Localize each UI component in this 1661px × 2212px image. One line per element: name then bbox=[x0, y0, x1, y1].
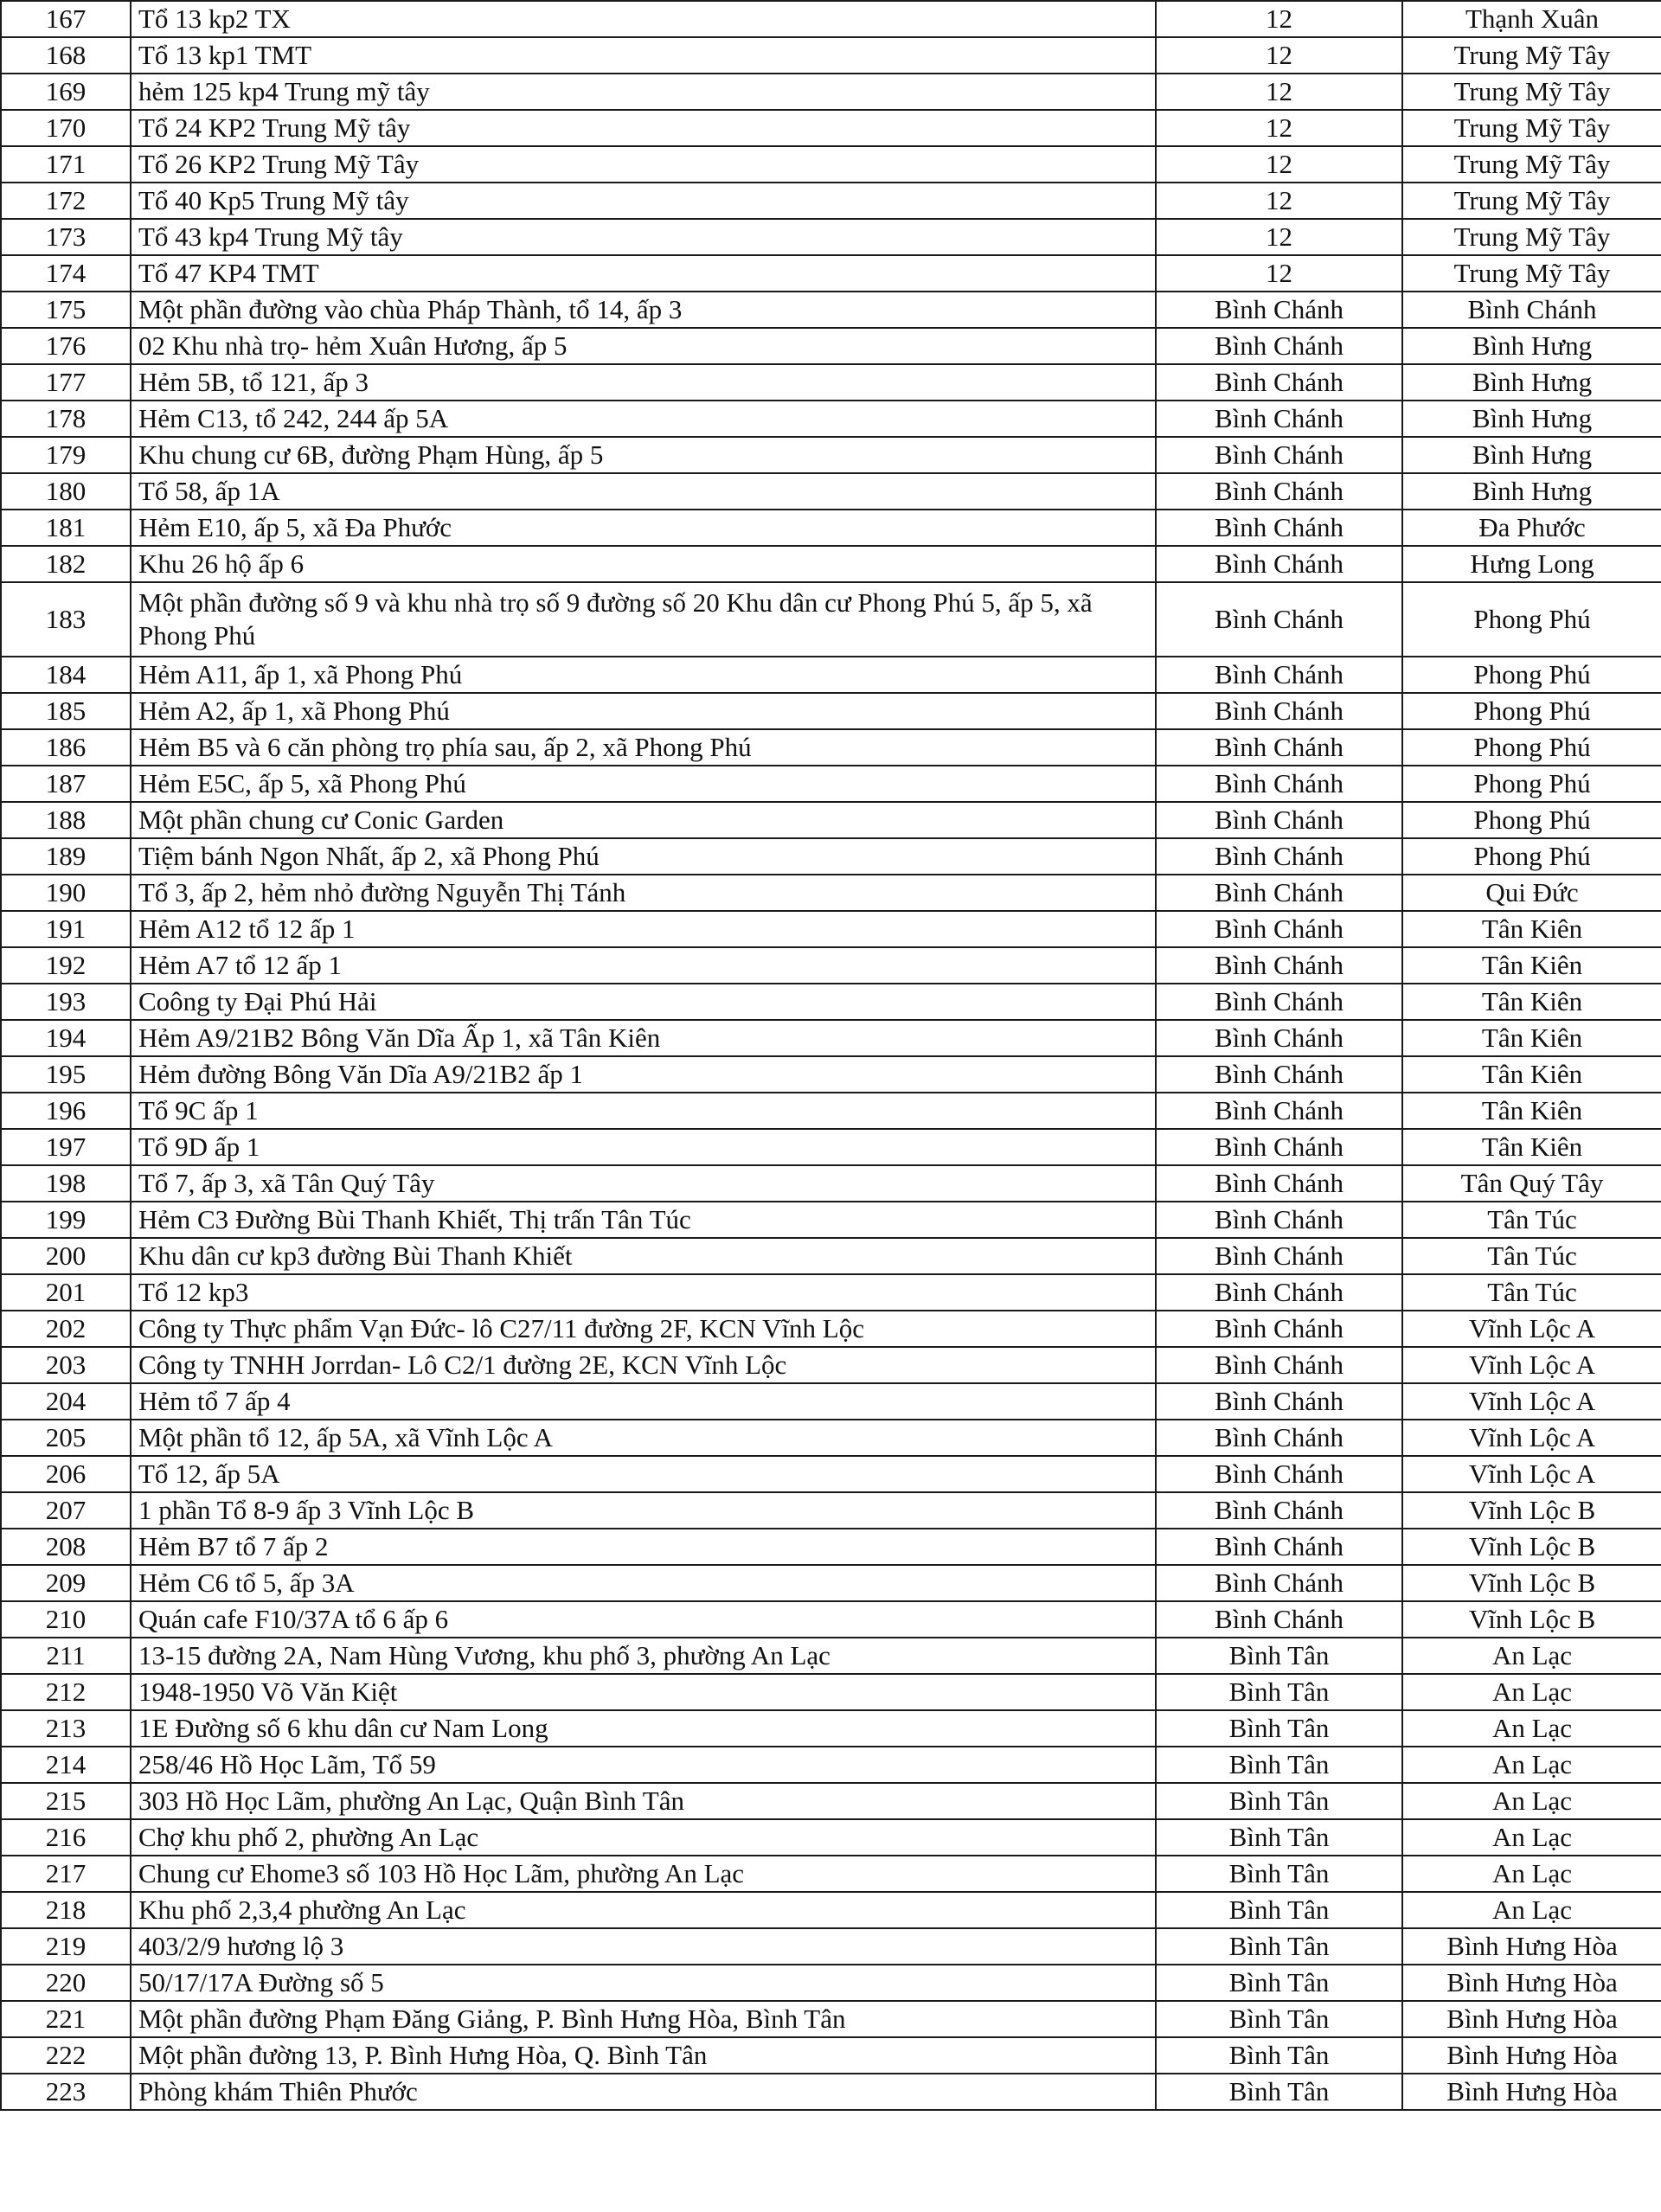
row-number-cell: 189 bbox=[1, 838, 131, 875]
row-number-cell: 177 bbox=[1, 364, 131, 401]
district-cell: Bình Chánh bbox=[1156, 1565, 1402, 1601]
district-cell: Bình Tân bbox=[1156, 1747, 1402, 1783]
location-cell: Hẻm A2, ấp 1, xã Phong Phú bbox=[131, 693, 1156, 729]
row-number-cell: 193 bbox=[1, 984, 131, 1020]
row-number-cell: 210 bbox=[1, 1601, 131, 1638]
table-row bbox=[1, 1093, 1661, 1129]
row-number-cell: 181 bbox=[1, 510, 131, 546]
district-cell: Bình Chánh bbox=[1156, 328, 1402, 364]
ward-cell: Tân Kiên bbox=[1402, 1093, 1661, 1129]
ward-cell: An Lạc bbox=[1402, 1747, 1661, 1783]
district-cell: Bình Chánh bbox=[1156, 1311, 1402, 1347]
location-cell: Tổ 12 kp3 bbox=[131, 1274, 1156, 1311]
ward-cell: Phong Phú bbox=[1402, 693, 1661, 729]
table-row bbox=[1, 1601, 1661, 1638]
row-number-cell: 205 bbox=[1, 1420, 131, 1456]
district-cell: 12 bbox=[1156, 219, 1402, 255]
row-number-cell: 201 bbox=[1, 1274, 131, 1311]
table-row bbox=[1, 1347, 1661, 1383]
row-number-cell: 204 bbox=[1, 1383, 131, 1420]
row-number-cell: 197 bbox=[1, 1129, 131, 1165]
district-cell: Bình Chánh bbox=[1156, 1383, 1402, 1420]
table-row bbox=[1, 74, 1661, 110]
ward-cell: An Lạc bbox=[1402, 1819, 1661, 1856]
ward-cell: Vĩnh Lộc A bbox=[1402, 1420, 1661, 1456]
table-row bbox=[1, 2037, 1661, 2074]
ward-cell: Trung Mỹ Tây bbox=[1402, 219, 1661, 255]
ward-cell: Phong Phú bbox=[1402, 729, 1661, 766]
ward-cell: Tân Túc bbox=[1402, 1238, 1661, 1274]
ward-cell: Tân Kiên bbox=[1402, 911, 1661, 947]
location-cell: Hẻm C3 Đường Bùi Thanh Khiết, Thị trấn Tân Túc bbox=[131, 1202, 1156, 1238]
table-row bbox=[1, 546, 1661, 582]
district-cell: Bình Tân bbox=[1156, 1965, 1402, 2001]
row-number-cell: 222 bbox=[1, 2037, 131, 2074]
row-number-cell: 195 bbox=[1, 1056, 131, 1093]
district-cell: Bình Tân bbox=[1156, 1856, 1402, 1892]
table-row bbox=[1, 984, 1661, 1020]
district-cell: Bình Chánh bbox=[1156, 838, 1402, 875]
district-cell: Bình Chánh bbox=[1156, 1601, 1402, 1638]
ward-cell: Vĩnh Lộc A bbox=[1402, 1347, 1661, 1383]
table-row bbox=[1, 110, 1661, 146]
district-cell: Bình Chánh bbox=[1156, 1274, 1402, 1311]
location-cell: Công ty TNHH Jorrdan- Lô C2/1 đường 2E, KCN Vĩnh Lộc bbox=[131, 1347, 1156, 1383]
row-number-cell: 217 bbox=[1, 1856, 131, 1892]
ward-cell: Bình Hưng Hòa bbox=[1402, 1928, 1661, 1965]
location-cell: Hẻm A9/21B2 Bông Văn Dĩa Ấp 1, xã Tân Kiên bbox=[131, 1020, 1156, 1056]
location-cell: Hẻm C6 tổ 5, ấp 3A bbox=[131, 1565, 1156, 1601]
ward-cell: Trung Mỹ Tây bbox=[1402, 146, 1661, 183]
table-row bbox=[1, 1383, 1661, 1420]
row-number-cell: 190 bbox=[1, 875, 131, 911]
ward-cell: Tân Túc bbox=[1402, 1274, 1661, 1311]
location-cell: 1948-1950 Võ Văn Kiệt bbox=[131, 1674, 1156, 1710]
location-cell: Hẻm 5B, tổ 121, ấp 3 bbox=[131, 364, 1156, 401]
ward-cell: An Lạc bbox=[1402, 1783, 1661, 1819]
row-number-cell: 187 bbox=[1, 766, 131, 802]
table-row bbox=[1, 255, 1661, 292]
district-cell: 12 bbox=[1156, 146, 1402, 183]
table-row bbox=[1, 1311, 1661, 1347]
table-row bbox=[1, 838, 1661, 875]
table-row bbox=[1, 328, 1661, 364]
district-cell: Bình Tân bbox=[1156, 1819, 1402, 1856]
table-row bbox=[1, 37, 1661, 74]
district-cell: Bình Chánh bbox=[1156, 437, 1402, 473]
table-row bbox=[1, 1420, 1661, 1456]
table-row bbox=[1, 802, 1661, 838]
ward-cell: Hưng Long bbox=[1402, 546, 1661, 582]
district-cell: 12 bbox=[1156, 37, 1402, 74]
district-cell: Bình Chánh bbox=[1156, 364, 1402, 401]
location-cell: 02 Khu nhà trọ- hẻm Xuân Hương, ấp 5 bbox=[131, 328, 1156, 364]
district-cell: Bình Tân bbox=[1156, 1783, 1402, 1819]
table-row bbox=[1, 510, 1661, 546]
ward-cell: An Lạc bbox=[1402, 1892, 1661, 1928]
location-cell: Tổ 43 kp4 Trung Mỹ tây bbox=[131, 219, 1156, 255]
table-row bbox=[1, 766, 1661, 802]
row-number-cell: 220 bbox=[1, 1965, 131, 2001]
location-cell: Một phần đường Phạm Đăng Giảng, P. Bình Hưng Hòa, Bình Tân bbox=[131, 2001, 1156, 2037]
location-cell: 1 phần Tổ 8-9 ấp 3 Vĩnh Lộc B bbox=[131, 1492, 1156, 1529]
table-row bbox=[1, 1056, 1661, 1093]
table-row bbox=[1, 1020, 1661, 1056]
ward-cell: Bình Hưng bbox=[1402, 473, 1661, 510]
district-cell: Bình Chánh bbox=[1156, 546, 1402, 582]
ward-cell: Bình Hưng bbox=[1402, 437, 1661, 473]
location-cell: Một phần đường 13, P. Bình Hưng Hòa, Q. Bình Tân bbox=[131, 2037, 1156, 2074]
row-number-cell: 169 bbox=[1, 74, 131, 110]
table-row bbox=[1, 1129, 1661, 1165]
row-number-cell: 219 bbox=[1, 1928, 131, 1965]
ward-cell: An Lạc bbox=[1402, 1856, 1661, 1892]
ward-cell: Tân Kiên bbox=[1402, 1020, 1661, 1056]
district-cell: 12 bbox=[1156, 183, 1402, 219]
table-row bbox=[1, 2001, 1661, 2037]
table-row bbox=[1, 947, 1661, 984]
district-cell: Bình Chánh bbox=[1156, 1492, 1402, 1529]
row-number-cell: 198 bbox=[1, 1165, 131, 1202]
row-number-cell: 200 bbox=[1, 1238, 131, 1274]
district-cell: Bình Chánh bbox=[1156, 1093, 1402, 1129]
row-number-cell: 176 bbox=[1, 328, 131, 364]
row-number-cell: 183 bbox=[1, 582, 131, 657]
table-body bbox=[1, 1, 1661, 2110]
row-number-cell: 188 bbox=[1, 802, 131, 838]
ward-cell: Bình Chánh bbox=[1402, 292, 1661, 328]
ward-cell: Phong Phú bbox=[1402, 657, 1661, 693]
location-cell: Tổ 13 kp2 TX bbox=[131, 1, 1156, 37]
row-number-cell: 223 bbox=[1, 2074, 131, 2110]
ward-cell: Bình Hưng Hòa bbox=[1402, 1965, 1661, 2001]
row-number-cell: 175 bbox=[1, 292, 131, 328]
district-cell: Bình Chánh bbox=[1156, 875, 1402, 911]
location-cell: Hẻm A7 tổ 12 ấp 1 bbox=[131, 947, 1156, 984]
ward-cell: Thạnh Xuân bbox=[1402, 1, 1661, 37]
row-number-cell: 179 bbox=[1, 437, 131, 473]
location-cell: Công ty Thực phẩm Vạn Đức- lô C27/11 đường 2F, KCN Vĩnh Lộc bbox=[131, 1311, 1156, 1347]
location-cell: Tổ 58, ấp 1A bbox=[131, 473, 1156, 510]
district-cell: Bình Chánh bbox=[1156, 1456, 1402, 1492]
district-cell: Bình Chánh bbox=[1156, 1020, 1402, 1056]
ward-cell: An Lạc bbox=[1402, 1674, 1661, 1710]
location-cell: Khu 26 hộ ấp 6 bbox=[131, 546, 1156, 582]
ward-cell: An Lạc bbox=[1402, 1710, 1661, 1747]
location-cell: Tổ 9C ấp 1 bbox=[131, 1093, 1156, 1129]
location-cell: 1E Đường số 6 khu dân cư Nam Long bbox=[131, 1710, 1156, 1747]
ward-cell: Vĩnh Lộc B bbox=[1402, 1601, 1661, 1638]
table-row bbox=[1, 693, 1661, 729]
ward-cell: Trung Mỹ Tây bbox=[1402, 74, 1661, 110]
location-cell: Coông ty Đại Phú Hải bbox=[131, 984, 1156, 1020]
table-row bbox=[1, 1965, 1661, 2001]
location-cell: Tổ 7, ấp 3, xã Tân Quý Tây bbox=[131, 1165, 1156, 1202]
location-cell: Hẻm A12 tổ 12 ấp 1 bbox=[131, 911, 1156, 947]
location-cell: Một phần tổ 12, ấp 5A, xã Vĩnh Lộc A bbox=[131, 1420, 1156, 1456]
table-row bbox=[1, 1492, 1661, 1529]
table-row bbox=[1, 401, 1661, 437]
district-cell: Bình Tân bbox=[1156, 2037, 1402, 2074]
ward-cell: Tân Kiên bbox=[1402, 984, 1661, 1020]
location-cell: hẻm 125 kp4 Trung mỹ tây bbox=[131, 74, 1156, 110]
district-cell: Bình Tân bbox=[1156, 2074, 1402, 2110]
location-cell: Hẻm C13, tổ 242, 244 ấp 5A bbox=[131, 401, 1156, 437]
district-cell: Bình Tân bbox=[1156, 1710, 1402, 1747]
district-cell: Bình Chánh bbox=[1156, 802, 1402, 838]
table-row bbox=[1, 1274, 1661, 1311]
location-cell: Chung cư Ehome3 số 103 Hồ Học Lãm, phường An Lạc bbox=[131, 1856, 1156, 1892]
district-cell: Bình Chánh bbox=[1156, 766, 1402, 802]
district-cell: Bình Tân bbox=[1156, 2001, 1402, 2037]
table-row bbox=[1, 875, 1661, 911]
ward-cell: Trung Mỹ Tây bbox=[1402, 255, 1661, 292]
row-number-cell: 213 bbox=[1, 1710, 131, 1747]
table-row bbox=[1, 1819, 1661, 1856]
location-cell: Tổ 13 kp1 TMT bbox=[131, 37, 1156, 74]
row-number-cell: 208 bbox=[1, 1529, 131, 1565]
location-cell: Một phần đường số 9 và khu nhà trọ số 9 đường số 20 Khu dân cư Phong Phú 5, ấp 5, xã Phong Phú bbox=[131, 582, 1156, 657]
row-number-cell: 216 bbox=[1, 1819, 131, 1856]
district-cell: Bình Chánh bbox=[1156, 473, 1402, 510]
location-cell: Hẻm B5 và 6 căn phòng trọ phía sau, ấp 2, xã Phong Phú bbox=[131, 729, 1156, 766]
ward-cell: Vĩnh Lộc A bbox=[1402, 1383, 1661, 1420]
row-number-cell: 218 bbox=[1, 1892, 131, 1928]
location-cell: Khu dân cư kp3 đường Bùi Thanh Khiết bbox=[131, 1238, 1156, 1274]
location-cell: Tổ 9D ấp 1 bbox=[131, 1129, 1156, 1165]
row-number-cell: 209 bbox=[1, 1565, 131, 1601]
district-cell: Bình Chánh bbox=[1156, 401, 1402, 437]
row-number-cell: 215 bbox=[1, 1783, 131, 1819]
location-cell: Hẻm E5C, ấp 5, xã Phong Phú bbox=[131, 766, 1156, 802]
ward-cell: Vĩnh Lộc A bbox=[1402, 1456, 1661, 1492]
location-cell: Khu chung cư 6B, đường Phạm Hùng, ấp 5 bbox=[131, 437, 1156, 473]
district-cell: Bình Chánh bbox=[1156, 1347, 1402, 1383]
ward-cell: Vĩnh Lộc B bbox=[1402, 1565, 1661, 1601]
row-number-cell: 191 bbox=[1, 911, 131, 947]
location-cell: Tổ 12, ấp 5A bbox=[131, 1456, 1156, 1492]
ward-cell: Tân Kiên bbox=[1402, 1056, 1661, 1093]
row-number-cell: 207 bbox=[1, 1492, 131, 1529]
ward-cell: Phong Phú bbox=[1402, 802, 1661, 838]
table-row bbox=[1, 437, 1661, 473]
row-number-cell: 214 bbox=[1, 1747, 131, 1783]
district-cell: Bình Chánh bbox=[1156, 729, 1402, 766]
table-row bbox=[1, 1892, 1661, 1928]
table-row bbox=[1, 183, 1661, 219]
table-row bbox=[1, 911, 1661, 947]
table-row bbox=[1, 146, 1661, 183]
location-cell: Tổ 47 KP4 TMT bbox=[131, 255, 1156, 292]
ward-cell: Đa Phước bbox=[1402, 510, 1661, 546]
ward-cell: Tân Quý Tây bbox=[1402, 1165, 1661, 1202]
district-cell: 12 bbox=[1156, 255, 1402, 292]
ward-cell: Tân Túc bbox=[1402, 1202, 1661, 1238]
row-number-cell: 203 bbox=[1, 1347, 131, 1383]
location-cell: Tiệm bánh Ngon Nhất, ấp 2, xã Phong Phú bbox=[131, 838, 1156, 875]
location-cell: Hẻm B7 tổ 7 ấp 2 bbox=[131, 1529, 1156, 1565]
row-number-cell: 170 bbox=[1, 110, 131, 146]
district-cell: Bình Chánh bbox=[1156, 984, 1402, 1020]
ward-cell: Trung Mỹ Tây bbox=[1402, 183, 1661, 219]
district-cell: 12 bbox=[1156, 1, 1402, 37]
ward-cell: Bình Hưng Hòa bbox=[1402, 2074, 1661, 2110]
row-number-cell: 182 bbox=[1, 546, 131, 582]
table-row bbox=[1, 1928, 1661, 1965]
row-number-cell: 192 bbox=[1, 947, 131, 984]
ward-cell: Qui Đức bbox=[1402, 875, 1661, 911]
table-row bbox=[1, 1165, 1661, 1202]
row-number-cell: 185 bbox=[1, 693, 131, 729]
table-row bbox=[1, 1638, 1661, 1674]
table-row bbox=[1, 1674, 1661, 1710]
row-number-cell: 173 bbox=[1, 219, 131, 255]
table-row bbox=[1, 1710, 1661, 1747]
row-number-cell: 206 bbox=[1, 1456, 131, 1492]
table-row bbox=[1, 729, 1661, 766]
ward-cell: Vĩnh Lộc B bbox=[1402, 1529, 1661, 1565]
ward-cell: Phong Phú bbox=[1402, 838, 1661, 875]
table-row bbox=[1, 1, 1661, 37]
table-row bbox=[1, 582, 1661, 657]
row-number-cell: 221 bbox=[1, 2001, 131, 2037]
row-number-cell: 211 bbox=[1, 1638, 131, 1674]
district-cell: Bình Tân bbox=[1156, 1892, 1402, 1928]
ward-cell: Bình Hưng Hòa bbox=[1402, 2001, 1661, 2037]
district-cell: Bình Chánh bbox=[1156, 1529, 1402, 1565]
ward-cell: Vĩnh Lộc B bbox=[1402, 1492, 1661, 1529]
table-row bbox=[1, 1783, 1661, 1819]
district-cell: Bình Chánh bbox=[1156, 292, 1402, 328]
table-row bbox=[1, 473, 1661, 510]
row-number-cell: 178 bbox=[1, 401, 131, 437]
table-row bbox=[1, 1202, 1661, 1238]
ward-cell: Tân Kiên bbox=[1402, 1129, 1661, 1165]
location-cell: 13-15 đường 2A, Nam Hùng Vương, khu phố 3, phường An Lạc bbox=[131, 1638, 1156, 1674]
location-cell: Phòng khám Thiên Phước bbox=[131, 2074, 1156, 2110]
district-cell: 12 bbox=[1156, 74, 1402, 110]
row-number-cell: 202 bbox=[1, 1311, 131, 1347]
location-cell: Hẻm đường Bông Văn Dĩa A9/21B2 ấp 1 bbox=[131, 1056, 1156, 1093]
ward-cell: Vĩnh Lộc A bbox=[1402, 1311, 1661, 1347]
district-cell: Bình Chánh bbox=[1156, 947, 1402, 984]
location-cell: Tổ 24 KP2 Trung Mỹ tây bbox=[131, 110, 1156, 146]
table-row bbox=[1, 657, 1661, 693]
ward-cell: An Lạc bbox=[1402, 1638, 1661, 1674]
row-number-cell: 171 bbox=[1, 146, 131, 183]
location-cell: 303 Hồ Học Lãm, phường An Lạc, Quận Bình Tân bbox=[131, 1783, 1156, 1819]
table-row bbox=[1, 1565, 1661, 1601]
location-cell: 50/17/17A Đường số 5 bbox=[131, 1965, 1156, 2001]
ward-cell: Bình Hưng bbox=[1402, 401, 1661, 437]
district-cell: Bình Chánh bbox=[1156, 1420, 1402, 1456]
location-cell: 403/2/9 hương lộ 3 bbox=[131, 1928, 1156, 1965]
location-cell: Chợ khu phố 2, phường An Lạc bbox=[131, 1819, 1156, 1856]
row-number-cell: 199 bbox=[1, 1202, 131, 1238]
district-cell: Bình Tân bbox=[1156, 1674, 1402, 1710]
table-row bbox=[1, 1747, 1661, 1783]
location-cell: Hẻm tổ 7 ấp 4 bbox=[131, 1383, 1156, 1420]
row-number-cell: 167 bbox=[1, 1, 131, 37]
row-number-cell: 186 bbox=[1, 729, 131, 766]
district-cell: Bình Chánh bbox=[1156, 1238, 1402, 1274]
table-row bbox=[1, 292, 1661, 328]
location-cell: Quán cafe F10/37A tổ 6 ấp 6 bbox=[131, 1601, 1156, 1638]
table-row bbox=[1, 1456, 1661, 1492]
table-row bbox=[1, 1238, 1661, 1274]
row-number-cell: 172 bbox=[1, 183, 131, 219]
district-cell: Bình Chánh bbox=[1156, 582, 1402, 657]
district-cell: Bình Tân bbox=[1156, 1638, 1402, 1674]
district-cell: Bình Chánh bbox=[1156, 657, 1402, 693]
ward-cell: Trung Mỹ Tây bbox=[1402, 37, 1661, 74]
ward-cell: Phong Phú bbox=[1402, 582, 1661, 657]
location-cell: Một phần chung cư Conic Garden bbox=[131, 802, 1156, 838]
table-row bbox=[1, 219, 1661, 255]
table-row bbox=[1, 2074, 1661, 2110]
location-cell: Tổ 26 KP2 Trung Mỹ Tây bbox=[131, 146, 1156, 183]
row-number-cell: 184 bbox=[1, 657, 131, 693]
row-number-cell: 196 bbox=[1, 1093, 131, 1129]
row-number-cell: 212 bbox=[1, 1674, 131, 1710]
row-number-cell: 168 bbox=[1, 37, 131, 74]
ward-cell: Bình Hưng Hòa bbox=[1402, 2037, 1661, 2074]
district-cell: Bình Chánh bbox=[1156, 1056, 1402, 1093]
table-row bbox=[1, 1529, 1661, 1565]
location-cell: Tổ 40 Kp5 Trung Mỹ tây bbox=[131, 183, 1156, 219]
district-cell: Bình Chánh bbox=[1156, 1129, 1402, 1165]
location-cell: Tổ 3, ấp 2, hẻm nhỏ đường Nguyễn Thị Tánh bbox=[131, 875, 1156, 911]
ward-cell: Trung Mỹ Tây bbox=[1402, 110, 1661, 146]
row-number-cell: 180 bbox=[1, 473, 131, 510]
district-cell: Bình Chánh bbox=[1156, 1165, 1402, 1202]
ward-cell: Tân Kiên bbox=[1402, 947, 1661, 984]
location-cell: Khu phố 2,3,4 phường An Lạc bbox=[131, 1892, 1156, 1928]
district-cell: Bình Chánh bbox=[1156, 510, 1402, 546]
district-cell: Bình Chánh bbox=[1156, 693, 1402, 729]
district-cell: Bình Tân bbox=[1156, 1928, 1402, 1965]
row-number-cell: 174 bbox=[1, 255, 131, 292]
district-cell: 12 bbox=[1156, 110, 1402, 146]
ward-cell: Phong Phú bbox=[1402, 766, 1661, 802]
table-row bbox=[1, 1856, 1661, 1892]
district-cell: Bình Chánh bbox=[1156, 1202, 1402, 1238]
row-number-cell: 194 bbox=[1, 1020, 131, 1056]
location-cell: Hẻm E10, ấp 5, xã Đa Phước bbox=[131, 510, 1156, 546]
table-row bbox=[1, 364, 1661, 401]
location-cell: 258/46 Hồ Học Lãm, Tổ 59 bbox=[131, 1747, 1156, 1783]
ward-cell: Bình Hưng bbox=[1402, 328, 1661, 364]
location-cell: Một phần đường vào chùa Pháp Thành, tổ 14, ấp 3 bbox=[131, 292, 1156, 328]
ward-cell: Bình Hưng bbox=[1402, 364, 1661, 401]
district-cell: Bình Chánh bbox=[1156, 911, 1402, 947]
location-cell: Hẻm A11, ấp 1, xã Phong Phú bbox=[131, 657, 1156, 693]
